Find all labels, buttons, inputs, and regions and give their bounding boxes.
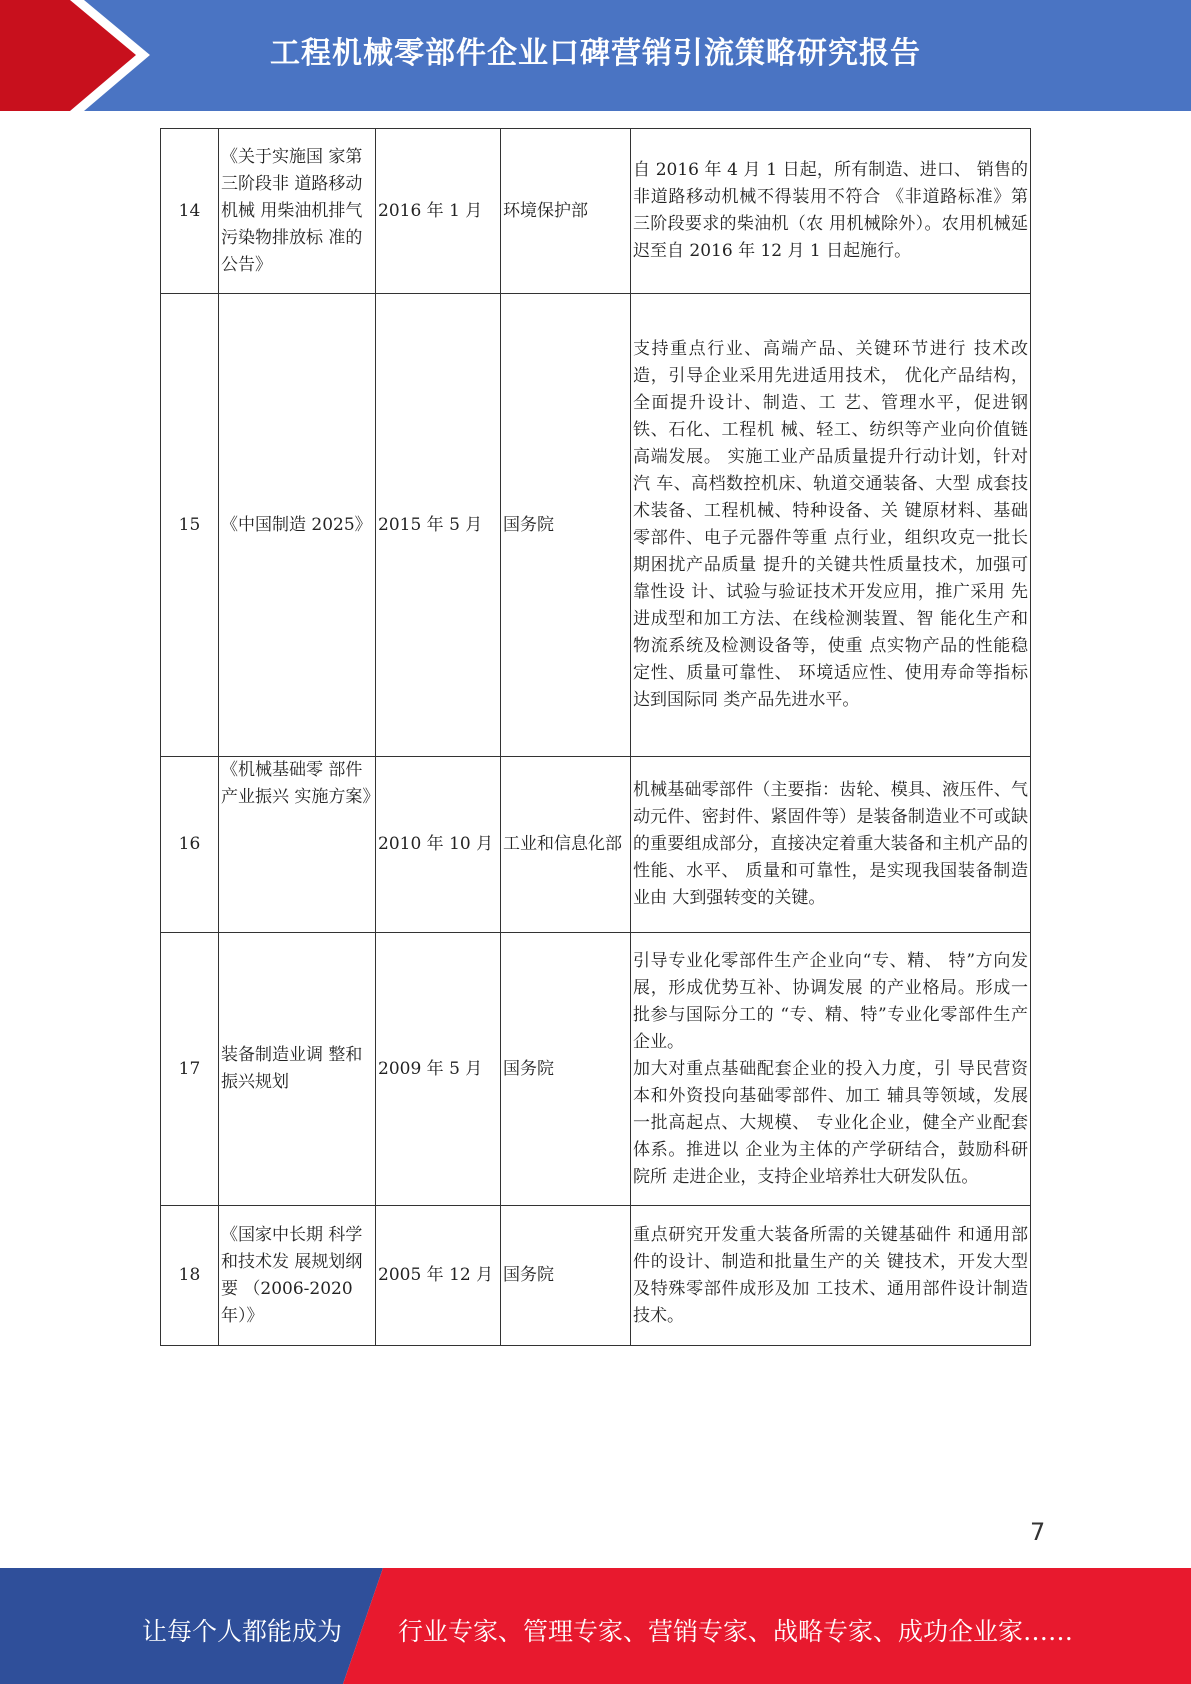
row-number: 18 — [161, 1206, 219, 1346]
row-number: 14 — [161, 129, 219, 294]
policy-title: 《机械基础零 部件产业振兴 实施方案》 — [219, 757, 376, 933]
issue-date: 2010 年 10 月 — [376, 757, 501, 933]
table-row — [161, 757, 1031, 933]
policy-content: 引导专业化零部件生产企业向“专、精、 特”方向发展，形成优势互补、协调发展 的产业格局。形成一批参与国际分工的 “专、精、特”专业化零部件生产企业。 加大对重点基础配套企业的投入力度，引 导民营资本和外资投向基础零部件、加工 辅具等领域，发展一批高起点、大规模、 专业化企业，健全产业配套体系。推进以 企业为主体的产学研结合，鼓励科研院所 走进企业，支持企业培养壮大研发队伍。 — [631, 933, 1031, 1206]
footer-slogan-right: 行业专家、管理专家、营销专家、战略专家、成功企业家…… — [398, 1617, 1074, 1646]
row-number: 15 — [161, 294, 219, 757]
policy-content: 自 2016 年 4 月 1 日起，所有制造、进口、 销售的非道路移动机械不得装用不符合 《非道路标准》第三阶段要求的柴油机（农 用机械除外）。农用机械延迟至自 2016 年 12 月 1 日起施行。 — [631, 129, 1031, 294]
table-row — [161, 294, 1031, 757]
page-number: 7 — [1030, 1518, 1046, 1546]
policy-table — [160, 128, 1031, 1346]
row-number: 16 — [161, 757, 219, 933]
page-footer — [0, 1568, 1191, 1684]
table-row — [161, 129, 1031, 294]
policy-title: 装备制造业调 整和振兴规划 — [219, 933, 376, 1206]
issuing-department: 国务院 — [501, 933, 631, 1206]
policy-content: 支持重点行业、高端产品、关键环节进行 技术改造，引导企业采用先进适用技术， 优化产品结构，全面提升设计、制造、工 艺、管理水平，促进钢铁、石化、工程机 械、轻工、纺织等产业向价值链高端发展。 实施工业产品质量提升行动计划，针对汽 车、高档数控机床、轨道交通装备、大型 成套技术装备、工程机械、特种设备、关 键原材料、基础零部件、电子元器件等重 点行业，组织攻克一批长期困扰产品质量 提升的关键共性质量技术，加强可靠性设 计、试验与验证技术开发应用，推广采用 先进成型和加工方法、在线检测装置、智 能化生产和物流系统及检测设备等，使重 点实物产品的性能稳定性、质量可靠性、 环境适应性、使用寿命等指标达到国际同 类产品先进水平。 — [631, 294, 1031, 757]
issue-date: 2016 年 1 月 — [376, 129, 501, 294]
policy-title: 《国家中长期 科学和技术发 展规划纲要 （2006-2020 年）》 — [219, 1206, 376, 1346]
issue-date: 2009 年 5 月 — [376, 933, 501, 1206]
issuing-department: 国务院 — [501, 1206, 631, 1346]
policy-title: 《中国制造 2025》 — [219, 294, 376, 757]
issuing-department: 国务院 — [501, 294, 631, 757]
report-title: 工程机械零部件企业口碑营销引流策略研究报告 — [270, 36, 921, 71]
issuing-department: 工业和信息化部 — [501, 757, 631, 933]
footer-slogan-left: 让每个人都能成为 — [142, 1617, 343, 1646]
policy-title: 《关于实施国 家第三阶段非 道路移动机械 用柴油机排气 污染物排放标 准的公告》 — [219, 129, 376, 294]
issue-date: 2015 年 5 月 — [376, 294, 501, 757]
page-header — [0, 0, 1191, 111]
issuing-department: 环境保护部 — [501, 129, 631, 294]
table-row — [161, 1206, 1031, 1346]
issue-date: 2005 年 12 月 — [376, 1206, 501, 1346]
policy-content: 机械基础零部件（主要指：齿轮、模具、液压件、气动元件、密封件、紧固件等）是装备制造业不可或缺的重要组成部分，直接决定着重大装备和主机产品的性能、水平、 质量和可靠性，是实现我国装备制造业由 大到强转变的关键。 — [631, 757, 1031, 933]
policy-content: 重点研究开发重大装备所需的关键基础件 和通用部件的设计、制造和批量生产的关 键技术，开发大型及特殊零部件成形及加 工技术、通用部件设计制造技术。 — [631, 1206, 1031, 1346]
row-number: 17 — [161, 933, 219, 1206]
table-row — [161, 933, 1031, 1206]
